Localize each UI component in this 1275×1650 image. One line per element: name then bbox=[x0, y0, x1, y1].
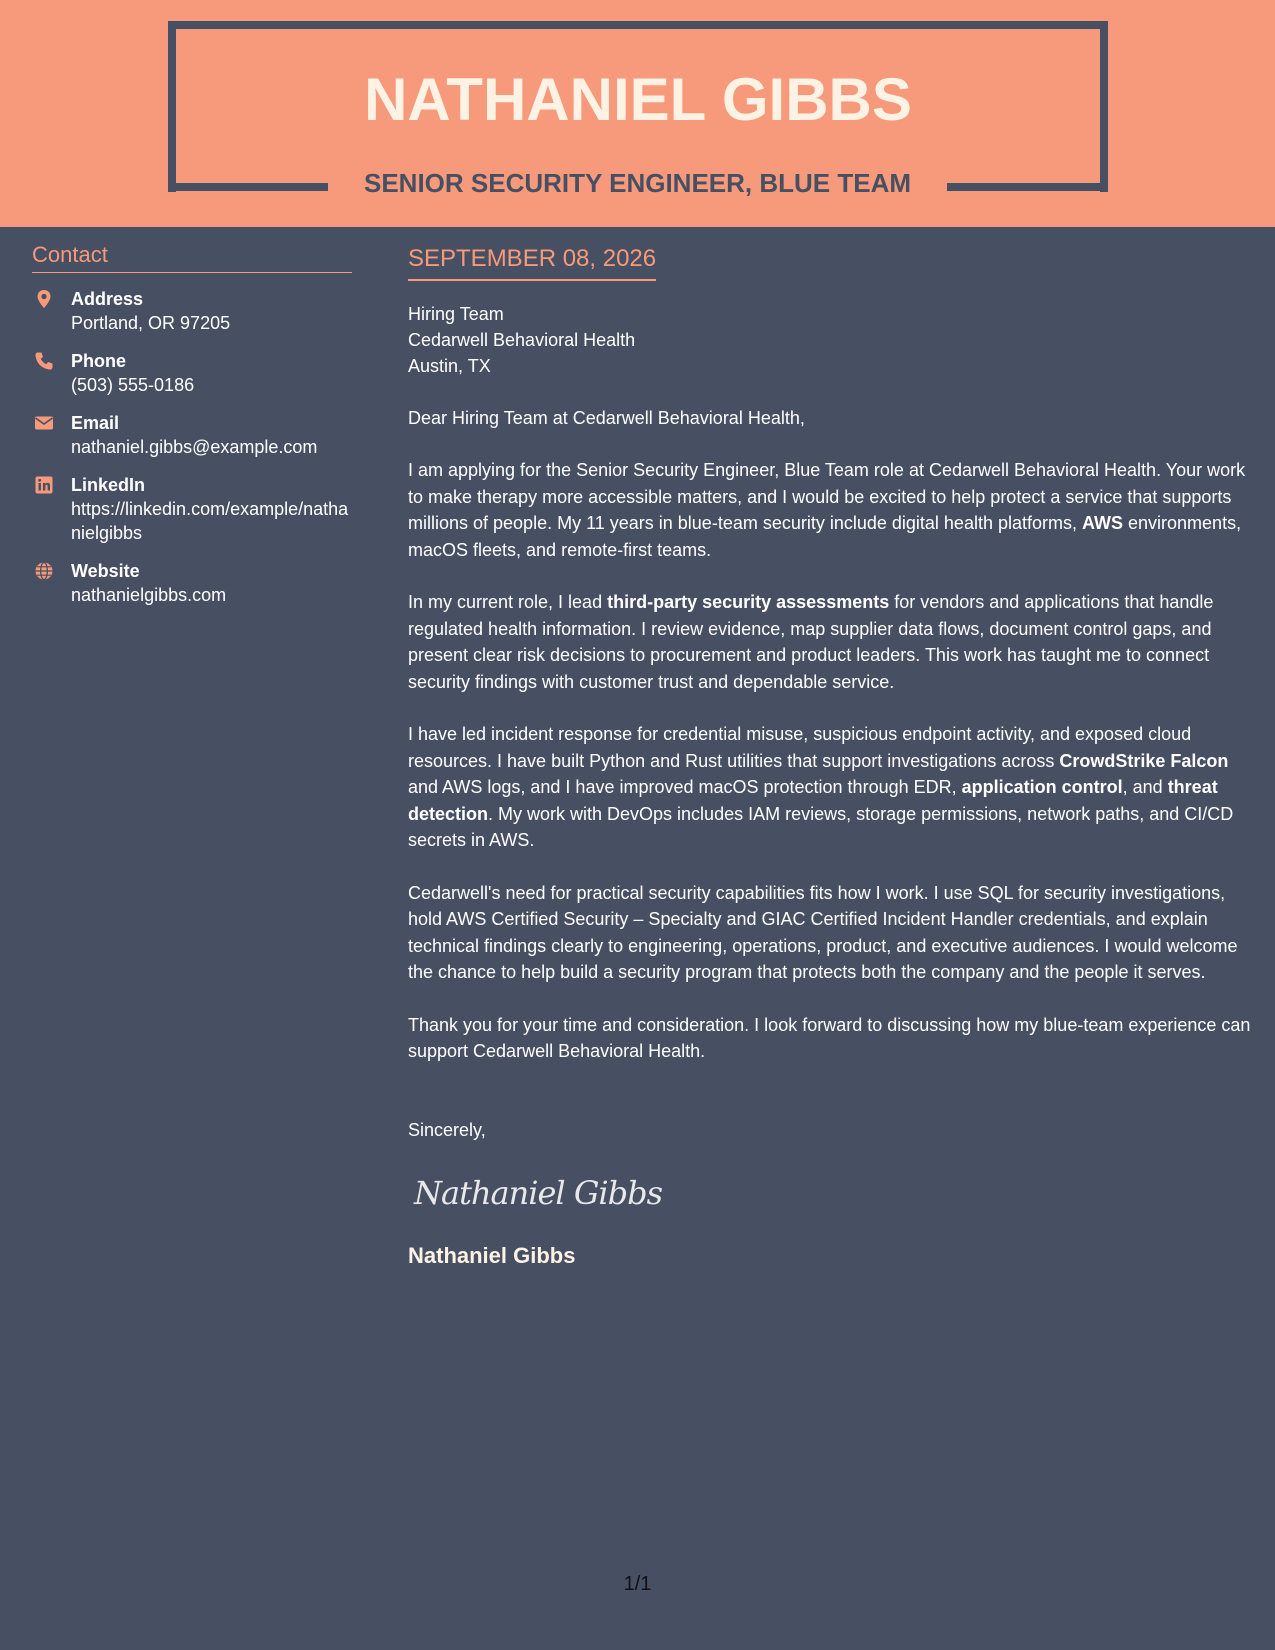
contact-email-label: Email bbox=[71, 413, 120, 433]
paragraph-3: I have led incident response for credential misuse, suspicious endpoint activity, and exposed cloud resources. I have built Python and Rust utilities that support investigations across CrowdStrike Falcon and AWS logs, and I have improved macOS protection through EDR, application control, and threat detection. My work with DevOps includes IAM reviews, storage permissions, network paths, and CI/CD secrets in AWS. bbox=[408, 724, 1234, 850]
recipient-line: Cedarwell Behavioral Health bbox=[408, 330, 636, 350]
contact-email-value[interactable]: nathaniel.gibbs@example.com bbox=[71, 437, 318, 457]
contact-address-value: Portland, OR 97205 bbox=[71, 313, 231, 333]
recipient-block bbox=[408, 301, 1253, 379]
signature-image: Nathaniel Gibbs bbox=[414, 1173, 662, 1212]
job-title: SENIOR SECURITY ENGINEER, BLUE TEAM bbox=[363, 168, 912, 198]
contact-address-label: Address bbox=[71, 289, 144, 309]
closing: Sincerely, bbox=[408, 1119, 486, 1140]
contact-phone-label: Phone bbox=[71, 351, 127, 371]
contact-phone-value: (503) 555-0186 bbox=[71, 375, 195, 395]
contact-phone bbox=[32, 349, 352, 397]
contact-email bbox=[32, 411, 352, 459]
globe-icon bbox=[34, 561, 54, 581]
envelope-icon bbox=[34, 413, 54, 433]
header-banner bbox=[0, 0, 1275, 227]
paragraph-5: Thank you for your time and consideration. I look forward to discussing how my blue-team experience can support Cedarwell Behavioral Health. bbox=[408, 1014, 1251, 1061]
linkedin-icon bbox=[34, 475, 54, 495]
contact-address bbox=[32, 287, 352, 335]
contact-website bbox=[32, 559, 352, 607]
contact-linkedin-label: LinkedIn bbox=[71, 475, 146, 495]
paragraph-4: Cedarwell's need for practical security capabilities fits how I work. I use SQL for security investigations, hold AWS Certified Security – Specialty and GIAC Certified Incident Handler credentials, and explain technical findings clearly to engineering, operations, product, and executive audiences. I would welcome the chance to help build a security program that protects both the company and the people it serves. bbox=[408, 882, 1238, 982]
recipient-line: Austin, TX bbox=[408, 356, 491, 376]
letter-body bbox=[408, 243, 1253, 1271]
recipient-line: Hiring Team bbox=[408, 304, 504, 324]
paragraph-1: I am applying for the Senior Security Engineer, Blue Team role at Cedarwell Behavioral Health. Your work to make therapy more accessible matters, and I would be excited to help protect a service that supports millions of people. My 11 years in blue-team security include digital health platforms, AWS environments, macOS fleets, and remote-first teams. bbox=[408, 460, 1246, 560]
contact-linkedin bbox=[32, 473, 352, 545]
applicant-name: NATHANIEL GIBBS bbox=[364, 66, 912, 133]
phone-icon bbox=[34, 351, 54, 371]
header-frame-bottom-left bbox=[168, 183, 328, 191]
header-frame-bottom-right bbox=[947, 183, 1108, 191]
letter-date: SEPTEMBER 08, 2026 bbox=[408, 243, 656, 281]
salutation: Dear Hiring Team at Cedarwell Behavioral Health, bbox=[408, 408, 805, 428]
contact-website-value[interactable]: nathanielgibbs.com bbox=[71, 585, 227, 605]
paragraph-2: In my current role, I lead third-party security assessments for vendors and applications that handle regulated health information. I review evidence, map supplier data flows, document control gaps, and present clear risk decisions to procurement and product leaders. This work has taught me to connect security findings with customer trust and dependable service. bbox=[408, 592, 1214, 692]
contact-linkedin-value[interactable]: https://linkedin.com/example/nathanielgibbs bbox=[71, 499, 349, 543]
contact-heading: Contact bbox=[32, 240, 352, 273]
signed-name: Nathaniel Gibbs bbox=[408, 1242, 576, 1268]
contact-website-label: Website bbox=[71, 561, 140, 581]
contact-sidebar bbox=[32, 240, 352, 621]
map-pin-icon bbox=[34, 289, 54, 309]
page-number: 1/1 bbox=[623, 1573, 652, 1595]
